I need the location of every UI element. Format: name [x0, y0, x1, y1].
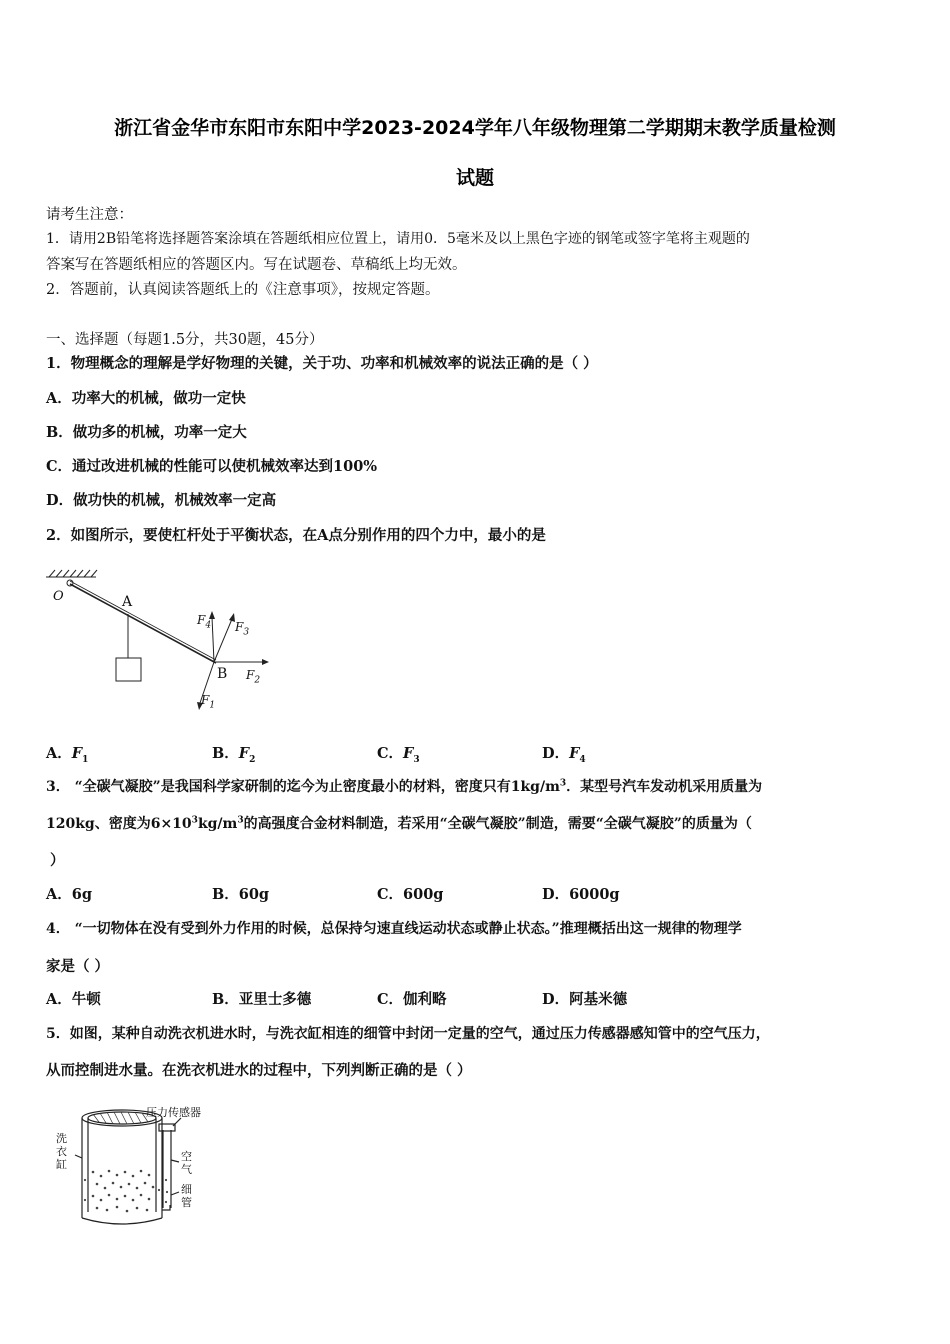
question-2-option-b: B．$F_2$	[212, 745, 256, 765]
question-3-option-d: D．6000g	[542, 886, 620, 903]
question-5-line-2: 从而控制进水量。在洗衣机进水的过程中，下列判断正确的是（ ）	[46, 1062, 472, 1079]
question-2-option-d: D．$F_4$	[542, 745, 586, 765]
hatch	[91, 570, 97, 577]
drum-mesh	[107, 1112, 113, 1124]
lever-diagram	[40, 565, 280, 715]
tube-leader	[171, 1192, 179, 1195]
question-1-stem: 1．物理概念的理解是学好物理的关键，关于功、功率和机械效率的说法正确的是（ ）	[46, 355, 598, 372]
question-4-option-d: D．阿基米德	[542, 991, 628, 1008]
drum-mesh	[128, 1112, 134, 1124]
question-2-option-a: A．$F_1$	[46, 745, 89, 765]
lever-rod-edge	[70, 581, 216, 660]
page-title: 浙江省金华市东阳市东阳中学2023-2024学年八年级物理第二学期期末教学质量检测	[114, 117, 836, 139]
question-4-option-b: B．亚里士多德	[212, 991, 312, 1008]
question-3-line-1: 3． “全碳气凝胶”是我国科学家研制的迄今为止密度最小的材料，密度只有$1kg/m^3$．某型号汽车发动机采用质量为	[46, 778, 763, 795]
question-4-line-1: 4． “一切物体在没有受到外力作用的时候，总保持匀速直线运动状态或静止状态。”推理概括出这一规律的物理学	[46, 921, 742, 937]
drum-mesh	[135, 1112, 141, 1123]
question-3-option-c: C．600g	[377, 886, 444, 903]
hatch	[84, 570, 90, 577]
force-f4-line	[212, 617, 214, 662]
label-f3: $F_3$	[235, 620, 250, 638]
question-2-stem: 2．如图所示，要使杠杆处于平衡状态，在A点分别作用的四个力中，最小的是	[46, 527, 546, 544]
question-3-option-a: A．6g	[46, 886, 92, 903]
drum-mesh	[121, 1112, 127, 1124]
question-1-option-d: D．做功快的机械，机械效率一定高	[46, 492, 277, 509]
drum-mesh	[100, 1113, 106, 1123]
air-leader	[171, 1160, 179, 1162]
drum-mesh	[114, 1112, 120, 1124]
label-b: B	[217, 666, 228, 682]
label-tub: 洗 衣 缸	[56, 1132, 67, 1171]
notice-item-2: 2．答题前，认真阅读答题纸上的《注意事项》，按规定答题。	[46, 282, 440, 298]
section-heading: 一、选择题（每题1.5分，共30题，45分）	[46, 332, 324, 348]
question-5-line-1: 5．如图，某种自动洗衣机进水时，与洗衣缸相连的细管中封闭一定量的空气，通过压力传感器感知管中的空气压力，	[46, 1026, 770, 1042]
question-4-line-2: 家是（ ）	[46, 958, 110, 975]
lever-rod	[70, 584, 216, 663]
hatch	[70, 570, 76, 577]
question-3-line-3: ）	[50, 852, 65, 869]
question-3-option-b: B．60g	[212, 886, 270, 903]
hanging-block	[116, 658, 141, 681]
question-2-option-c: C．$F_3$	[377, 745, 420, 765]
label-a: A	[122, 594, 133, 610]
label-o: O	[53, 589, 64, 604]
notice-item-1-cont: 答案写在答题纸相应的答题区内。写在试题卷、草稿纸上均无效。	[46, 257, 467, 273]
label-f4: $F_4$	[197, 613, 212, 631]
label-f1: $F_1$	[201, 693, 216, 711]
question-3-line-2: 120kg、密度为$6\times 10^3kg/m^3$的高强度合金材料制造，若采用“全碳气凝胶”制造，需要“全碳气凝胶”的质量为（	[46, 815, 752, 832]
label-pressure-sensor: 压力传感器	[146, 1106, 201, 1119]
hatch	[49, 570, 55, 577]
arrowhead	[262, 659, 269, 665]
hatch	[56, 570, 62, 577]
tub-leader	[75, 1155, 82, 1158]
force-f3-line	[214, 619, 232, 662]
pressure-sensor-cap	[159, 1124, 175, 1131]
question-4-option-c: C．伽利略	[377, 991, 447, 1008]
question-4-option-a: A．牛顿	[46, 991, 101, 1008]
question-1-option-a: A．功率大的机械，做功一定快	[46, 390, 246, 407]
notice-heading: 请考生注意：	[46, 207, 133, 223]
tub-bottom	[82, 1218, 162, 1224]
hatch	[77, 570, 83, 577]
washing-machine-diagram	[45, 1100, 225, 1235]
notice-item-1: 1．请用2B铅笔将选择题答案涂填在答题纸相应位置上，请用0．5毫米及以上黑色字迹的钢笔或签字笔将主观题的	[46, 231, 750, 247]
question-1-option-c: C．通过改进机械的性能可以使机械效率达到100%	[46, 458, 378, 475]
hatch	[63, 570, 69, 577]
question-1-option-b: B．做功多的机械，功率一定大	[46, 424, 247, 441]
page-title-line2: 试题	[455, 167, 494, 189]
label-thin-tube: 细 管	[181, 1183, 192, 1209]
label-air: 空 气	[181, 1150, 192, 1176]
label-f2: $F_2$	[246, 668, 261, 686]
